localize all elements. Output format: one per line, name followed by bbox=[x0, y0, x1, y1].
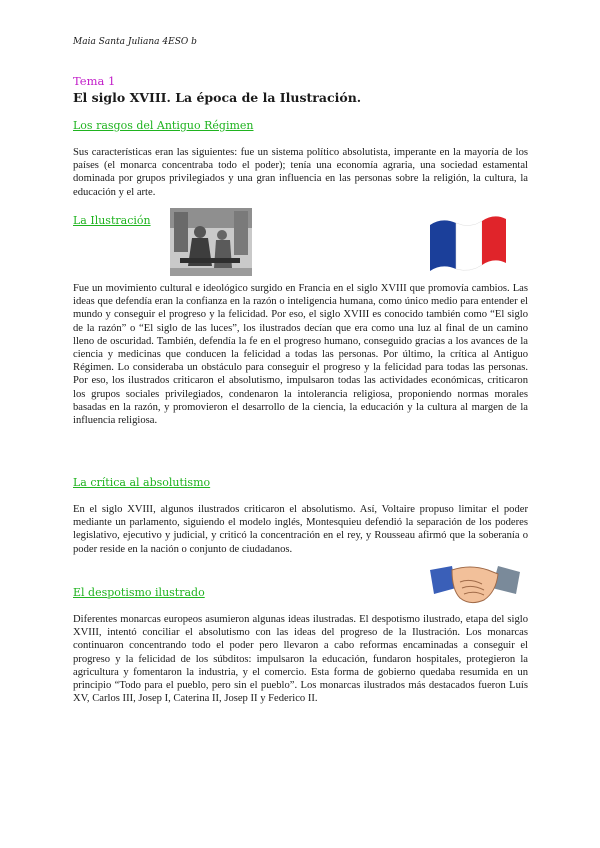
paragraph-despotismo: Diferentes monarcas europeos asumieron algunas ideas ilustradas. El despotismo ilustrado, etapa del siglo XVIII, intentó conciliar el absolutismo con las ideas del progreso de la Ilustración. Los monarcas continuaron concentrando todo el poder pero llevaron a cabo reformas encaminadas a conseguir el progreso y la felicidad de los súbditos: impulsaron la educación, fundaron hospitales, protegieron la agricultura y fomentaron la industria, y el comercio. Esta forma de gobierno quedaba resumida en un principio “Todo para el pueblo, pero sin el pueblo”. Los monarcas ilustrados más destacados fueron Luís XV, Carlos III, Josep I, Caterina II, Josep II y Federico II. bbox=[73, 614, 528, 705]
section-heading-antiguo-regimen: Los rasgos del Antiguo Régimen bbox=[73, 119, 254, 132]
paragraph-ilustracion: Fue un movimiento cultural e ideológico surgido en Francia en el siglo XVIII que promovía cambios. Las ideas que defendía eran la confianza en la razón o inteligencia humana, como único medio para entender el mundo y conseguir el progreso y la felicidad. Por eso, el siglo XVIII es conocido también como “El siglo de la razón” o “El siglo de las luces”, los ilustrados decían que era como una luz al final de un camino lleno de oscuridad. También, defendía la fe en el progreso humano, conseguido gracias a los avances de la ciencia y medicinas que conducen la felicidad a todas las personas. Por último, la crítica al Antiguo Régimen. Lo consideraba un obstáculo para conseguir el progreso y la felicidad para todas las personas. Por eso, los ilustrados criticaron el absolutismo, impulsaron todas las actividades económicas, criticaron los grupos sociales privilegiados, condenaron la intolerancia religiosa, proponiendo normas morales basadas en la razón, y promovieron el desarrollo de la ciencia, la educación y la cultura al margen de la influencia religiosa. bbox=[73, 283, 528, 427]
salon-engraving-image bbox=[170, 208, 252, 276]
handshake-image bbox=[430, 560, 520, 610]
paragraph-critica-absolutismo: En el siglo XVIII, algunos ilustrados criticaron el absolutismo. Así, Voltaire propuso limitar el poder mediante un parlamento, siguiendo el modelo inglés, Montesquieu defendió la separación de los poderes legislativo, ejecutivo y judicial, y criticó la concentración en el rey, y Rousseau afirmó que la soberanía o poder reside en la nación o conjunto de ciudadanos. bbox=[73, 504, 528, 555]
french-flag-image bbox=[424, 211, 512, 275]
page-title: El siglo XVIII. La época de la Ilustración. bbox=[73, 90, 362, 105]
tema-label: Tema 1 bbox=[73, 74, 116, 88]
section-heading-critica-absolutismo: La crítica al absolutismo bbox=[73, 476, 211, 489]
section-heading-ilustracion: La Ilustración bbox=[73, 214, 151, 227]
page-header-author: Maia Santa Juliana 4ESO b bbox=[73, 37, 197, 47]
paragraph-antiguo-regimen: Sus características eran las siguientes: fue un sistema político absolutista, imperante en la mayoría de los países (el monarca concentraba todo el poder); tenía una economía agraria, una sociedad estamental dominada por grupos privilegiados y una gran influencia en las personas sobre la religión, la cultura, la educación y el arte. bbox=[73, 147, 528, 198]
section-heading-despotismo: El despotismo ilustrado bbox=[73, 586, 205, 599]
